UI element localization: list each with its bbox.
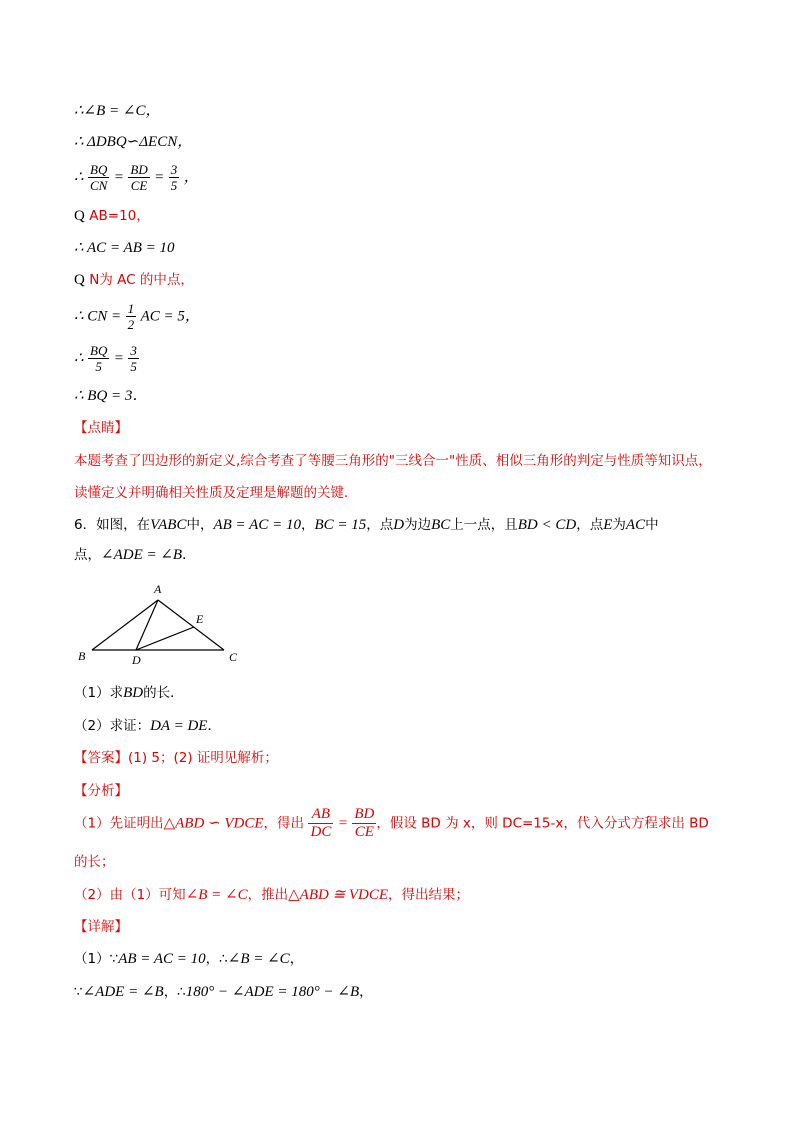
text: ，假设 BD 为 x，则 DC=15-x，代入分式方程求出 BD — [376, 815, 709, 832]
text: （2）由（1）可知 — [74, 887, 186, 903]
math: BC — [431, 517, 451, 533]
step-line-1 — [74, 102, 160, 120]
question-6-line-1 — [74, 516, 659, 534]
math: E — [603, 517, 613, 533]
math: AC — [625, 517, 646, 533]
text: ，∴ — [205, 951, 228, 967]
text: ． — [182, 547, 196, 563]
step-line-3 — [74, 163, 199, 192]
punctuation: ， — [183, 169, 199, 186]
step-prefix: ∴ CN = — [74, 308, 122, 325]
answer-text: (1) 5；(2) 证明见解析； — [128, 750, 278, 766]
math: ∠ADE = ∠B — [82, 984, 164, 1000]
because-symbol: Q — [74, 208, 85, 224]
equals-sign: = — [113, 350, 124, 367]
math: BD — [123, 685, 144, 701]
answer-line — [74, 749, 278, 767]
fraction: $\frac{BD}{CE}$ — [130, 162, 148, 193]
fraction: $\frac{BQ}{CN}$ — [90, 162, 108, 193]
step-text: ∴∠B = ∠C， — [74, 103, 161, 119]
text: ，推出 — [247, 887, 289, 903]
because-symbol: Q — [74, 272, 85, 288]
text: ，点 — [366, 517, 394, 533]
text: （1）∵ — [74, 951, 119, 967]
text: （1）求 — [74, 685, 124, 701]
fraction: $\frac{3}{5}$ — [130, 343, 137, 374]
text: ． — [207, 718, 221, 734]
step-line-7 — [74, 302, 200, 331]
segment-ab — [92, 600, 158, 650]
segment-ac — [158, 600, 224, 650]
step-text: ∴ ΔDBQ∽ΔECN， — [74, 134, 193, 150]
question-6-line-2 — [74, 546, 196, 564]
step-line-8 — [74, 344, 139, 373]
equals-sign: = — [337, 815, 348, 832]
label-b: B — [78, 649, 86, 663]
fraction: $\frac{BD}{CE}$ — [354, 806, 375, 840]
analysis-line-2: 的长； — [74, 854, 115, 870]
math: BD < CD — [517, 517, 577, 533]
text: ， — [289, 951, 304, 967]
step-line-5 — [74, 239, 175, 257]
text: 6．如图，在 — [74, 517, 151, 533]
step-prefix: ∴ — [74, 350, 84, 367]
step-line-2 — [74, 133, 192, 151]
step-text: N为 AC 的中点， — [89, 272, 194, 288]
detail-line-1 — [74, 950, 303, 968]
detail-heading: 【详解】 — [74, 919, 128, 935]
text: ， — [359, 984, 373, 1000]
analysis-heading: 【分析】 — [74, 783, 128, 799]
text: 为边 — [404, 517, 432, 533]
math: DA = DE — [150, 718, 208, 734]
text: 中， — [186, 517, 214, 533]
math: ∠B = ∠C — [185, 887, 248, 903]
equals-sign: = — [113, 169, 124, 186]
detail-line-2 — [74, 983, 373, 1001]
text: 上一点，且 — [450, 517, 518, 533]
text: ，得出结果； — [388, 887, 470, 903]
equals-sign: = — [154, 169, 165, 186]
step-prefix: ∴ — [74, 169, 84, 186]
math: ∠ADE = ∠B — [101, 547, 183, 563]
text: ∵ — [74, 984, 83, 1000]
answer-heading: 【答案】 — [74, 750, 128, 766]
label-c: C — [229, 650, 238, 664]
fraction: $\frac{BQ}{5}$ — [90, 343, 108, 374]
math: AB = AC = 10 — [118, 951, 206, 967]
text: ， — [300, 517, 315, 533]
fraction: $\frac{3}{5}$ — [170, 162, 178, 193]
step-text: ∴ AC = AB = 10 — [74, 240, 175, 256]
math: ∠B = ∠C — [227, 951, 290, 967]
math: AB = AC = 10 — [213, 517, 301, 533]
analysis-line-3 — [74, 886, 469, 904]
text: 点， — [74, 547, 101, 563]
math: D — [393, 517, 405, 533]
dianjing-line-1: 本题考查了四边形的新定义,综合考查了等腰三角形的"三线合一"性质、相似三角形的判定与性质等知识点， — [74, 453, 712, 469]
step-text: AC = 5， — [140, 308, 200, 325]
math: 180° − ∠ADE = 180° − ∠B — [185, 984, 360, 1000]
math: △ABD ∽ VDCE — [163, 815, 264, 832]
fraction: $\frac{1}{2}$ — [127, 301, 135, 332]
part-2 — [74, 717, 221, 735]
text: ，得出 — [263, 815, 305, 832]
text: ，∴ — [163, 984, 186, 1000]
step-line-9 — [74, 387, 147, 405]
text: 为 — [612, 517, 626, 533]
label-d: D — [132, 653, 141, 667]
text: 的长． — [143, 685, 184, 701]
text: 中 — [645, 517, 659, 533]
dianjing-line-2: 读懂定义并明确相关性质及定理是解题的关键． — [74, 485, 358, 501]
step-line-6 — [74, 271, 194, 289]
label-a: A — [154, 582, 162, 596]
step-text: AB=10， — [89, 208, 150, 224]
math: BC = 15 — [314, 517, 367, 533]
math: VABC — [150, 517, 187, 533]
part-1 — [74, 684, 184, 702]
fraction: $\frac{AB}{DC}$ — [310, 806, 332, 840]
text: （2）求证： — [74, 718, 151, 734]
analysis-line-1 — [74, 807, 709, 840]
triangle-figure — [74, 580, 249, 670]
dianjing-heading: 【点睛】 — [74, 420, 128, 436]
text: （1）先证明出 — [74, 815, 164, 832]
math: △ABD ≅ VDCE — [288, 887, 389, 903]
step-line-4 — [74, 207, 150, 225]
step-text: ∴ BQ = 3． — [74, 388, 148, 404]
text: ，点 — [576, 517, 604, 533]
label-e: E — [196, 612, 204, 626]
